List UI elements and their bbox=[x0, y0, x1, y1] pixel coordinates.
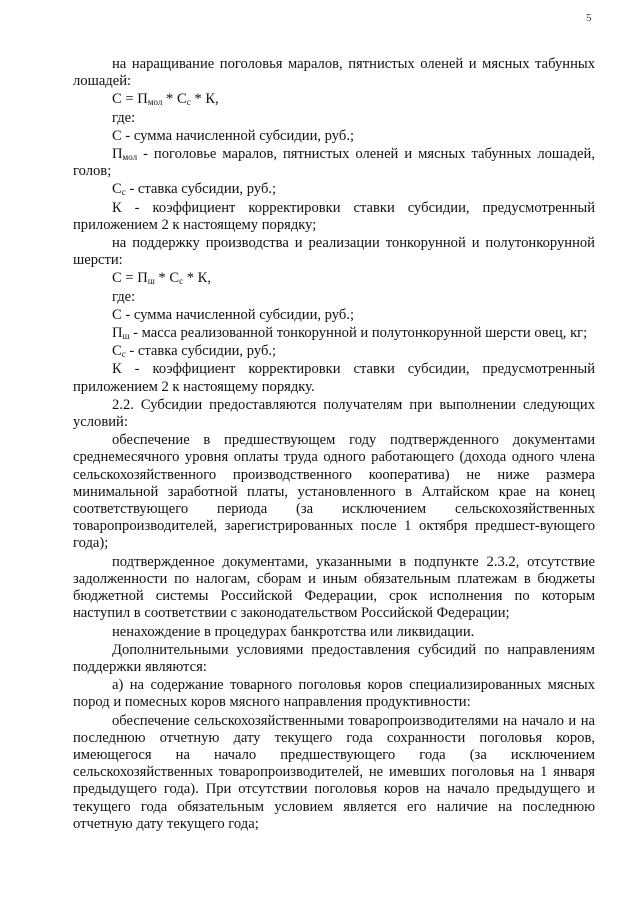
paragraph: $С = П_{мол} * С_с * К$, bbox=[112, 91, 219, 108]
paragraph: ненахождение в процедурах банкротства или ликвидации. bbox=[112, 623, 475, 640]
paragraph: $С_с$ - ставка субсидии, руб.; bbox=[112, 343, 277, 360]
paragraph: $С_с$ - ставка субсидии, руб.; bbox=[112, 181, 277, 198]
paragraph: обеспечение в предшествующем году подтвержденного документами среднемесячного уровня оплаты труда одного работающего (дохода одного члена сельскохозяйственного производственного кооператива) не ниже размера минимальной заработной платы, установленного в Алтайском крае на конец соответствующего периода (за исключением сельскохозяйственных товаропроизводителей, зарегистрированных после 1 октября предшест-вующего года); bbox=[73, 432, 595, 552]
paragraph: обеспечение сельскохозяйственными товаропроизводителями на начало и на последнюю отчетную дату текущего года сохранности поголовья коров, имеющегося на начало предшествующего года (за исключением сельскохозяйственных товаропроизводителей, не имевших поголовья на 1 января предыдущего года). При отсутствии поголовья коров на начало предыдущего и текущего года обязательным условием является его наличие на последнюю отчетную дату текущего года; bbox=[73, 712, 595, 832]
paragraph: где: bbox=[112, 288, 136, 305]
paragraph: где: bbox=[112, 109, 136, 126]
paragraph: С - сумма начисленной субсидии, руб.; bbox=[112, 306, 355, 323]
paragraph: подтвержденное документами, указанными в подпункте 2.3.2, отсутствие задолженности по налогам, сборам и иным обязательным платежам в бюджеты бюджетной системы Российской Федерации, срок исполнения по которым наступил в соответствии с законодательством Российской Федерации; bbox=[73, 553, 595, 622]
paragraph: С - сумма начисленной субсидии, руб.; bbox=[112, 127, 355, 144]
paragraph: К - коэффициент корректировки ставки субсидии, предусмотренный приложением 2 к настоящему порядку; bbox=[73, 199, 595, 233]
paragraph: $С = П_ш * С_с * К$, bbox=[112, 270, 212, 287]
document-body bbox=[73, 56, 595, 833]
paragraph: на поддержку производства и реализации тонкорунной и полутонкорунной шерсти: bbox=[73, 235, 595, 269]
paragraph: на наращивание поголовья маралов, пятнистых оленей и мясных табунных лошадей: bbox=[73, 56, 595, 90]
page-number: 5 bbox=[586, 12, 592, 24]
paragraph: 2.2. Субсидии предоставляются получателям при выполнении следующих условий: bbox=[73, 396, 595, 431]
paragraph: Дополнительными условиями предоставления субсидий по направлениям поддержки являются: bbox=[73, 641, 595, 675]
paragraph: К - коэффициент корректировки ставки субсидии, предусмотренный приложением 2 к настоящему порядку. bbox=[73, 361, 595, 395]
paragraph: $П_ш$ - масса реализованной тонкорунной и полутонкорунной шерсти овец, кг; bbox=[112, 325, 588, 342]
paragraph: а) на содержание товарного поголовья коров специализированных мясных пород и помесных коров мясного направления продуктивности: bbox=[73, 677, 595, 711]
paragraph: $П_{мол}$ - поголовье маралов, пятнистых оленей и мясных табунных лошадей, голов; bbox=[73, 146, 595, 180]
